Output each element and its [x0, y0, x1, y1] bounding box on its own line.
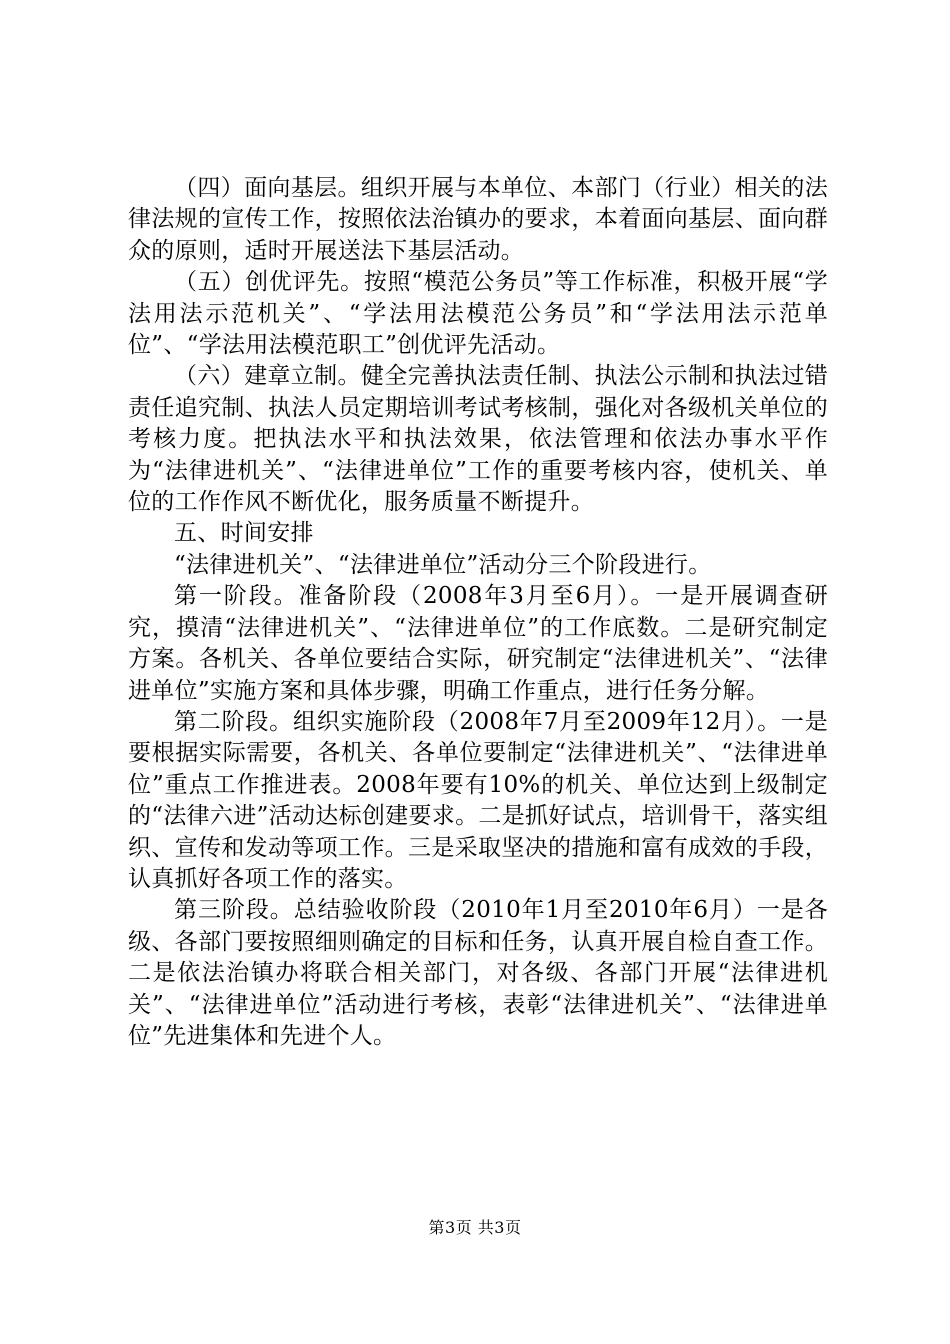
paragraph-phase-3: 第三阶段。总结验收阶段（2010年1月至2010年6月）一是各级、各部门要按照细则确定的目标和任务，认真开展自检自查工作。二是依法治镇办将联合相关部门，对各级、各部门开展“法律进机关”、“法律进单位”活动进行考核，表彰“法律进机关”、“法律进单位”先进集体和先进个人。: [128, 897, 828, 1049]
paragraph-section-5: （五）创优评先。按照“模范公务员”等工作标准，积极开展“学法用法示范机关”、“学法用法模范公务员”和“学法用法示范单位”、“学法用法模范职工”创优评先活动。: [128, 269, 828, 359]
document-body: [128, 173, 828, 1052]
paragraph-phase-2: 第二阶段。组织实施阶段（2008年7月至2009年12月）。一是要根据实际需要，各机关、各单位要制定“法律进机关”、“法律进单位”重点工作推进表。2008年要有10%的机关、单位达到上级制定的“法律六进”活动达标创建要求。二是抓好试点，培训骨干，落实组织、宣传和发动等项工作。三是采取坚决的措施和富有成效的手段，认真抓好各项工作的落实。: [128, 708, 828, 892]
section-heading-schedule: 五、时间安排: [174, 520, 314, 547]
paragraph-section-4: （四）面向基层。组织开展与本单位、本部门（行业）相关的法律法规的宣传工作，按照依法治镇办的要求，本着面向基层、面向群众的原则，适时开展送法下基层活动。: [128, 175, 828, 264]
paragraph-schedule-intro: “法律进机关”、“法律进单位”活动分三个阶段进行。: [174, 551, 712, 578]
paragraph-section-6: （六）建章立制。健全完善执法责任制、执法公示制和执法过错责任追究制、执法人员定期培训考试考核制，强化对各级机关单位的考核力度。把执法水平和执法效果，依法管理和依法办事水平作为“法律进机关”、“法律进单位”工作的重要考核内容，使机关、单位的工作作风不断优化，服务质量不断提升。: [128, 363, 828, 516]
paragraph-phase-1: 第一阶段。准备阶段（2008年3月至6月）。一是开展调查研究，摸清“法律进机关”、“法律进单位”的工作底数。二是研究制定方案。各机关、各单位要结合实际，研究制定“法律进机关”、“法律进单位”实施方案和具体步骤，明确工作重点，进行任务分解。: [128, 583, 828, 704]
page-number-footer: 第3页 共3页: [428, 1218, 522, 1237]
